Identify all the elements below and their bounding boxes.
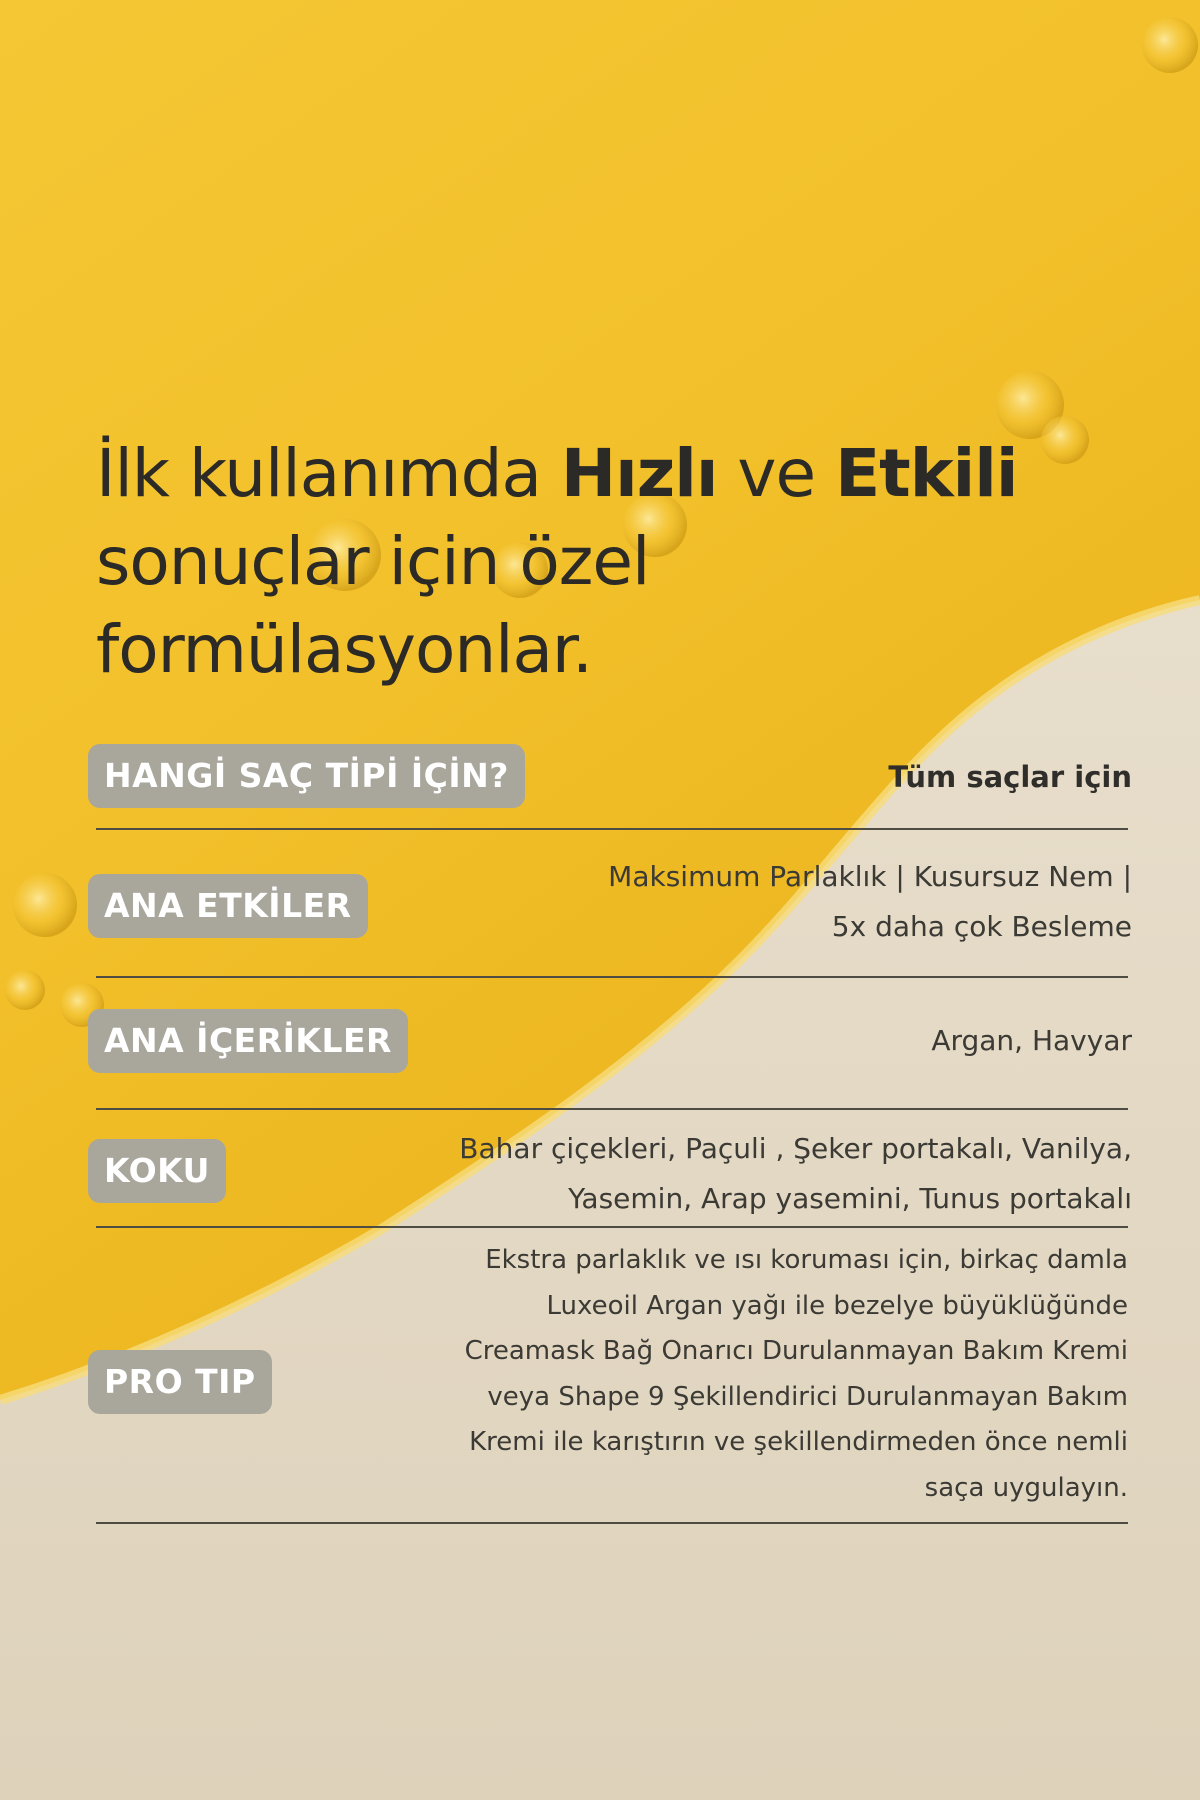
headline (96, 430, 1156, 694)
row-value: Tüm saçlar için (888, 760, 1132, 794)
divider (96, 1522, 1128, 1524)
divider (96, 1226, 1128, 1228)
divider (96, 976, 1128, 978)
label-pill: ANA ETKİLER (88, 874, 368, 938)
row-value: Argan, Havyar (931, 1024, 1132, 1057)
row-value: Maksimum Parlaklık | Kusursuz Nem | 5x daha çok Besleme (608, 860, 1132, 943)
headline-line-2: sonuçlar için özel formülasyonlar. (96, 523, 650, 688)
label-pill: ANA İÇERİKLER (88, 1009, 408, 1073)
label-pill: HANGİ SAÇ TİPİ İÇİN? (88, 744, 525, 808)
row-value: Bahar çiçekleri, Paçuli , Şeker portakalı, Vanilya, Yasemin, Arap yasemini, Tunus portakalı (459, 1132, 1132, 1215)
label-pill: PRO TIP (88, 1350, 272, 1414)
row-value: Ekstra parlaklık ve ısı koruması için, birkaç damla Luxeoil Argan yağı ile bezelye büyüklüğünde Creamask Bağ Onarıcı Durulanmayan Bakım Kremi veya Shape 9 Şekillendirici Durulanmayan Bakım Kremi ile karıştırın ve şekillendirmeden önce nemli saça uygulayın. (464, 1245, 1128, 1503)
divider (96, 828, 1128, 830)
label-pill: KOKU (88, 1139, 226, 1203)
headline-line-1: İlk kullanımda Hızlı ve Etkili (96, 435, 1018, 512)
divider (96, 1108, 1128, 1110)
